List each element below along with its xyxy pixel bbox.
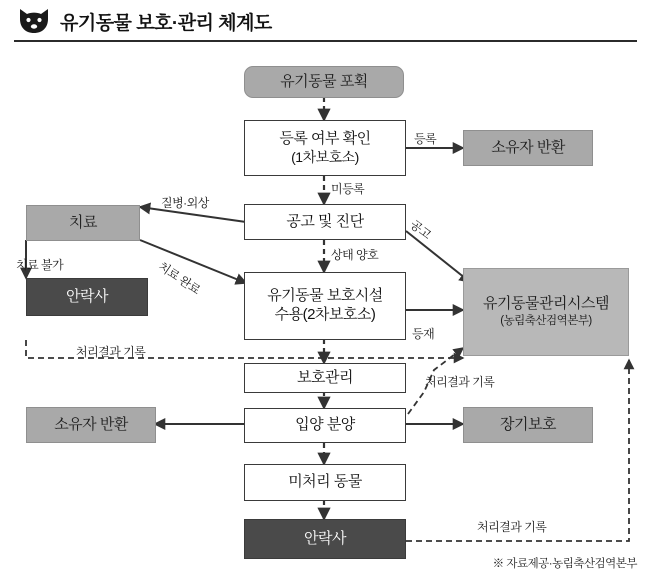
node-notice-diagnosis[interactable] xyxy=(244,204,406,240)
node-euthanasia-top[interactable] xyxy=(26,278,148,316)
node-owner-return-bottom-label: 소유자 반환 xyxy=(54,415,128,433)
node-euthanasia-top-label: 안락사 xyxy=(66,287,108,305)
edge-label-treatment-done: 치료 완료 xyxy=(155,259,203,298)
edge-label-result-record-left: 처리결과 기록 xyxy=(76,345,146,359)
source-note: ※ 자료제공·농림축산검역본부 xyxy=(492,558,637,570)
node-protection-mgmt-label: 보호관리 xyxy=(297,368,353,386)
edge-label-disease-injury: 질병·외상 xyxy=(161,196,209,210)
header-divider xyxy=(14,40,637,42)
node-system[interactable] xyxy=(463,268,629,356)
node-shelter-line1: 유기동물 보호시설 xyxy=(267,287,383,305)
edge-label-unregistered: 미등록 xyxy=(331,182,365,196)
page-title: 유기동물 보호·관리 체계도 xyxy=(60,13,272,34)
node-shelter[interactable] xyxy=(244,272,406,340)
node-shelter-line2: 수용(2차보호소) xyxy=(274,306,376,323)
node-euthanasia-bottom-label: 안락사 xyxy=(304,529,346,547)
node-owner-return-bottom[interactable] xyxy=(26,407,156,443)
node-register-check-line1: 등록 여부 확인 xyxy=(279,129,371,147)
node-adoption[interactable] xyxy=(244,408,406,443)
node-adoption-label: 입양 분양 xyxy=(295,416,355,434)
edge-label-notice: 공고 xyxy=(407,217,434,242)
node-system-line1: 유기동물관리시스템 xyxy=(483,295,609,313)
node-protection-mgmt[interactable] xyxy=(244,363,406,393)
edge-label-registered: 등록 xyxy=(414,132,437,146)
node-capture[interactable] xyxy=(244,66,404,98)
node-owner-return-top-label: 소유자 반환 xyxy=(491,138,565,156)
edge-label-result-record-bottom: 처리결과 기록 xyxy=(477,520,547,534)
node-treatment[interactable] xyxy=(26,205,140,241)
node-register-check-line2: (1차보호소) xyxy=(291,148,359,165)
node-euthanasia-bottom[interactable] xyxy=(244,519,406,559)
edge-label-state-good: 상태 양호 xyxy=(331,248,379,262)
edge-label-listed: 등재 xyxy=(412,327,435,341)
node-system-sub: (농림축산검역본부) xyxy=(500,315,592,328)
edge-label-treatment-impossible: 치료 불가 xyxy=(16,258,64,272)
node-treatment-label: 치료 xyxy=(69,213,97,231)
dog-head-icon xyxy=(16,7,52,35)
node-notice-diagnosis-label: 공고 및 진단 xyxy=(286,212,364,230)
node-register-check[interactable] xyxy=(244,120,406,176)
node-long-term[interactable] xyxy=(463,407,593,443)
node-capture-label: 유기동물 포획 xyxy=(280,72,368,90)
node-owner-return-top[interactable] xyxy=(463,130,593,166)
node-unprocessed-label: 미처리 동물 xyxy=(288,473,362,491)
node-unprocessed[interactable] xyxy=(244,464,406,501)
page-header xyxy=(0,0,651,42)
node-long-term-label: 장기보호 xyxy=(500,415,556,433)
edge-label-result-record-mid: 처리결과 기록 xyxy=(425,375,495,389)
